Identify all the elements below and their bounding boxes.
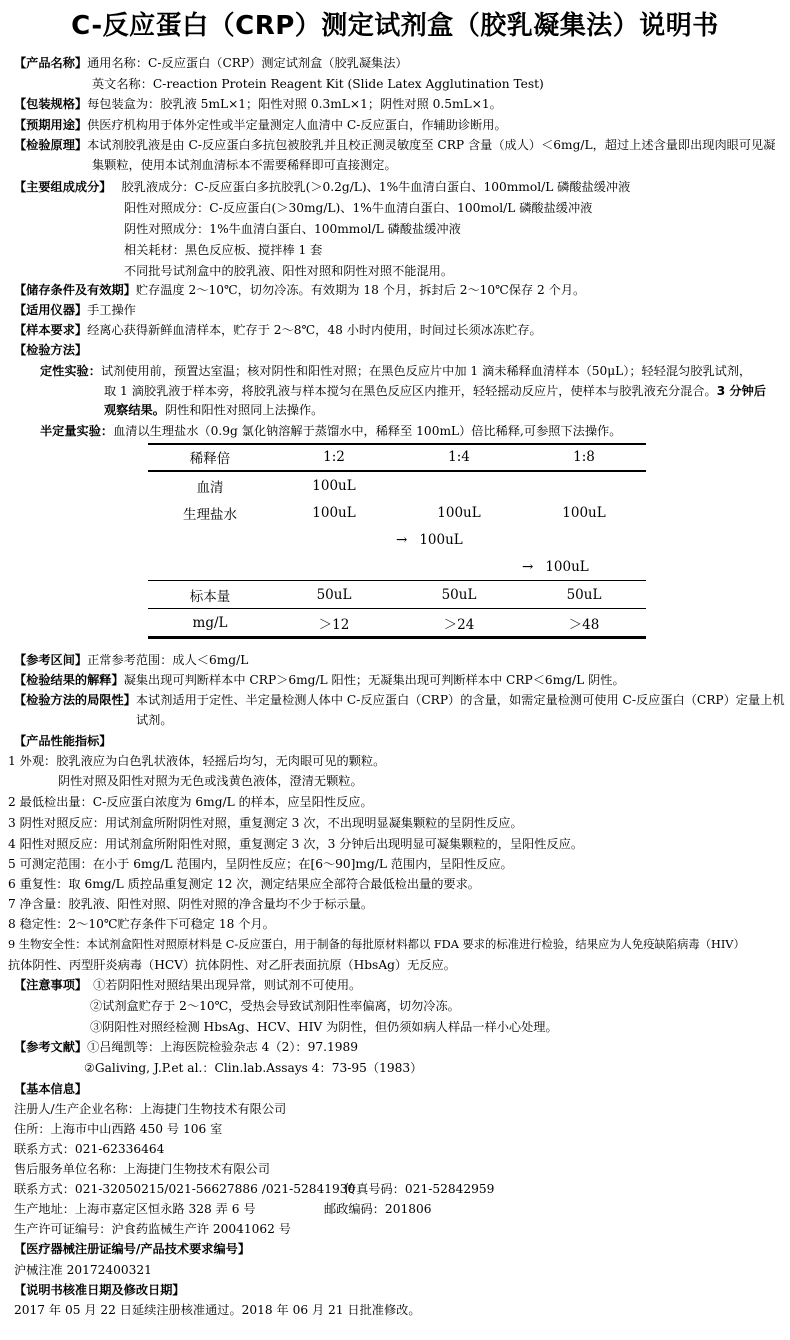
limitation-row	[14, 691, 785, 709]
production-address: 生产地址：上海市嘉定区恒永路 328 弄 6 号	[14, 1202, 256, 1216]
dilution-table	[148, 443, 646, 639]
qualitative-line2-bold: 3 分钟后	[716, 384, 766, 398]
performance-item: 9 生物安全性：本试剂盒阳性对照原材料是 C-反应蛋白，用于制备的每批原材料都以 FDA 要求的标准进行检验，结果应为人免疫缺陷病毒（HIV）	[8, 938, 745, 951]
table-cell: 100uL	[312, 477, 356, 494]
component-item: 相关耗材：黑色反应板、搅拌棒 1 套	[124, 243, 323, 257]
intended-use-text: 供医疗机构用于体外定性或半定量测定人血清中 C-反应蛋白，作辅助诊断用。	[87, 118, 507, 132]
performance-item: 1 外观：胶乳液应为白色乳状液体，轻摇后均匀，无肉眼可见的颗粒。	[8, 754, 386, 768]
table-cell	[396, 471, 522, 499]
caution-item: ③阴阳性对照经检测 HbsAg、HCV、HIV 为阴性，但仍须如病人样品一样小心处理。	[90, 1020, 558, 1034]
semi-quant-row	[40, 422, 621, 440]
table-header-row	[148, 443, 646, 471]
postcode: 邮政编码：201806	[324, 1202, 432, 1216]
performance-item: 7 净含量：胶乳液、阳性对照、阴性对照的净含量均不少于标示量。	[8, 897, 374, 911]
semi-quant-text: 血清以生理盐水（0.9g 氯化钠溶解于蒸馏水中，稀释至 100mL）倍比稀释,可参照下法操作。	[113, 424, 622, 438]
table-cell: ＞24	[396, 609, 522, 638]
qualitative-row	[40, 362, 751, 380]
table-row-serum	[148, 471, 646, 499]
table-row-transfer1	[148, 526, 646, 553]
table-cell: 50uL	[396, 581, 522, 609]
instrument-row	[14, 301, 136, 319]
table-cell: 100uL	[312, 504, 356, 521]
qualitative-line3-row	[104, 401, 323, 419]
table-cell: 50uL	[272, 581, 396, 609]
transfer-arrow-icon: →	[522, 558, 534, 575]
principle-label: 【检验原理】	[14, 138, 88, 152]
component-item: 胶乳液成分：C-反应蛋白多抗胶乳(＞0.2g/L)、1%牛血清白蛋白、100mmol/L 磷酸盐缓冲液	[121, 180, 631, 194]
table-cell: 50uL	[522, 581, 646, 609]
after-sales: 售后服务单位名称：上海捷门生物技术有限公司	[14, 1162, 270, 1176]
components-label: 【主要组成成分】	[14, 180, 112, 194]
document-title: C-反应蛋白（CRP）测定试剂盒（胶乳凝集法）说明书	[71, 11, 719, 41]
contact: 联系方式：021-62336464	[14, 1142, 165, 1156]
qualitative-line2-row	[104, 382, 766, 400]
qualitative-label: 定性实验：	[40, 364, 101, 378]
registrant: 注册人/生产企业名称：上海捷门生物技术有限公司	[14, 1102, 287, 1116]
table-cell: 标本量	[148, 581, 272, 609]
caution-item: ①若阴阳性对照结果出现异常，则试剂不可使用。	[93, 978, 362, 992]
product-name-label: 【产品名称】	[14, 56, 88, 70]
table-header-cell: 稀释倍	[148, 443, 272, 471]
instrument-label: 【适用仪器】	[14, 303, 88, 317]
table-header-cell: 1:2	[272, 443, 396, 471]
component-item: 阴性对照成分：1%牛血清白蛋白、100mmol/L 磷酸盐缓冲液	[124, 222, 461, 236]
table-cell: mg/L	[148, 609, 272, 638]
table-header-cell: 1:4	[396, 443, 522, 471]
table-row-sample-amount	[148, 581, 646, 609]
cautions-label: 【注意事项】	[14, 978, 88, 992]
production-license: 生产许可证编号：沪食药监械生产许 20041062 号	[14, 1222, 291, 1236]
reference-text: 正常参考范围：成人＜6mg/L	[87, 653, 249, 667]
table-cell: 100uL	[562, 504, 606, 521]
limitation-label: 【检验方法的局限性】	[14, 693, 136, 707]
component-item: 不同批号试剂盒中的胶乳液、阳性对照和阴性对照不能混用。	[124, 264, 454, 278]
performance-label: 【产品性能指标】	[14, 734, 112, 748]
table-cell	[522, 471, 646, 499]
table-cell: 100uL	[437, 504, 481, 521]
interpretation-row	[14, 671, 625, 689]
table-cell: 100uL	[419, 531, 463, 548]
instrument-text: 手工操作	[87, 303, 136, 317]
component-item: 阳性对照成分：C-反应蛋白(＞30mg/L)、1%牛血清白蛋白、100mol/L 磷酸盐缓冲液	[124, 201, 593, 215]
reference-item: ②Galiving, J.P.et al.：Clin.lab.Assays 4：73-95（1983）	[84, 1061, 423, 1075]
registration-number: 沪械注准 20172400321	[14, 1263, 152, 1277]
registration-label: 【医疗器械注册证编号/产品技术要求编号】	[14, 1242, 251, 1256]
approval-label: 【说明书核准日期及修改日期】	[14, 1283, 185, 1297]
table-cell: 生理盐水	[183, 506, 237, 523]
qualitative-line2: 取 1 滴胶乳液于样本旁，将胶乳液与样本搅匀在黑色反应区内推开，轻轻摇动反应片，使样本与胶乳液充分混合。	[104, 384, 717, 398]
table-cell: 100uL	[545, 558, 589, 575]
basic-info-label: 【基本信息】	[14, 1082, 88, 1096]
references-label: 【参考文献】	[14, 1040, 88, 1054]
table-row-transfer2	[148, 553, 646, 581]
caution-item: ②试剂盒贮存于 2～10℃，受热会导致试剂阳性率偏离，切勿冷冻。	[90, 999, 460, 1013]
reference-row	[14, 651, 248, 669]
intended-use-label: 【预期用途】	[14, 118, 88, 132]
product-name-row	[14, 54, 408, 72]
after-sales-contact: 联系方式：021-32050215/021-56627886 /021-52841930	[14, 1182, 356, 1196]
limitation-line1: 本试剂适用于定性、半定量检测人体中 C-反应蛋白（CRP）的含量，如需定量检测可使用 C-反应蛋白（CRP）定量上机	[135, 693, 785, 707]
table-cell: 血清	[196, 479, 224, 496]
principle-line1: 本试剂胶乳液是由 C-反应蛋白多抗包被胶乳并且校正测灵敏度至 CRP 含量（成人）＜6mg/L，超过上述含量即出现肉眼可见凝	[87, 138, 776, 152]
performance-item: 8 稳定性：2～10℃贮存条件下可稳定 18 个月。	[8, 917, 275, 931]
performance-item: 5 可测定范围：在小于 6mg/L 范围内，呈阴性反应；在[6～90]mg/L 范围内，呈阳性反应。	[8, 857, 513, 871]
package-label: 【包装规格】	[14, 97, 88, 111]
performance-item: 6 重复性：取 6mg/L 质控品重复测定 12 次，测定结果应全部符合最低检出量的要求。	[8, 877, 480, 891]
principle-line2: 集颗粒，使用本试剂血清标本不需要稀释即可直接测定。	[92, 158, 397, 172]
reference-item: ①吕绳凯等：上海医院检验杂志 4（2）：97.1989	[87, 1040, 358, 1054]
limitation-line2: 试剂。	[136, 713, 173, 727]
transfer-arrow-icon: →	[396, 531, 408, 548]
product-english-name: 英文名称：C-reaction Protein Reagent Kit (Slide Latex Agglutination Test)	[92, 77, 544, 91]
approval-text: 2017 年 05 月 22 日延续注册核准通过。2018 年 06 月 21 日批准修改。	[14, 1303, 421, 1317]
sample-row	[14, 321, 542, 339]
semi-quant-label: 半定量实验：	[40, 424, 114, 438]
qualitative-line3-bold: 观察结果。	[104, 403, 165, 417]
package-text: 每包装盒为：胶乳液 5mL×1；阳性对照 0.3mL×1；阴性对照 0.5mL×1。	[87, 97, 502, 111]
fax: 传真号码：021-52842959	[344, 1182, 495, 1196]
performance-item: 2 最低检出量：C-反应蛋白浓度为 6mg/L 的样本，应呈阳性反应。	[8, 795, 373, 809]
storage-text: 贮存温度 2～10℃，切勿冷冻。有效期为 18 个月，拆封后 2～10℃保存 2 个月。	[135, 283, 586, 297]
cautions-row	[14, 976, 361, 994]
performance-item: 抗体阴性、丙型肝炎病毒（HCV）抗体阴性、对乙肝表面抗原（HbsAg）无反应。	[8, 958, 456, 972]
table-cell: ＞12	[272, 609, 396, 638]
reference-label: 【参考区间】	[14, 653, 88, 667]
components-row	[14, 178, 630, 196]
sample-text: 经离心获得新鲜血清样本，贮存于 2～8℃，48 小时内使用，时间过长须冰冻贮存。	[87, 323, 542, 337]
performance-item: 阴性对照及阳性对照为无色或浅黄色液体，澄清无颗粒。	[58, 774, 363, 788]
performance-item: 3 阴性对照反应：用试剂盒所附阴性对照，重复测定 3 次，不出现明显凝集颗粒的呈阴性反应。	[8, 816, 523, 830]
package-row	[14, 95, 502, 113]
storage-row	[14, 281, 585, 299]
qualitative-line3: 阴性和阳性对照同上法操作。	[164, 403, 324, 417]
interpretation-text: 凝集出现可判断样本中 CRP＞6mg/L 阳性；无凝集出现可判断样本中 CRP＜6mg/L 阴性。	[123, 673, 625, 687]
interpretation-label: 【检验结果的解释】	[14, 673, 124, 687]
performance-item: 4 阳性对照反应：用试剂盒所附阳性对照，重复测定 3 次，3 分钟后出现明显可凝集颗粒的，呈阳性反应。	[8, 837, 584, 851]
intended-use-row	[14, 116, 507, 134]
table-cell: ＞48	[522, 609, 646, 638]
table-row-saline	[148, 499, 646, 526]
qualitative-line1: 试剂使用前，预置达室温；核对阴性和阳性对照；在黑色反应片中加 1 滴未稀释血清样本（50μL）；轻轻混匀胶乳试剂，	[100, 364, 752, 378]
table-row-mgl	[148, 609, 646, 638]
method-label: 【检验方法】	[14, 343, 88, 357]
product-common-name: 通用名称：C-反应蛋白（CRP）测定试剂盒（胶乳凝集法）	[87, 56, 408, 70]
address: 住所：上海市中山西路 450 号 106 室	[14, 1122, 223, 1136]
storage-label: 【储存条件及有效期】	[14, 283, 136, 297]
sample-label: 【样本要求】	[14, 323, 88, 337]
table-header-cell: 1:8	[522, 443, 646, 471]
references-row	[14, 1038, 358, 1056]
principle-row	[14, 136, 775, 154]
